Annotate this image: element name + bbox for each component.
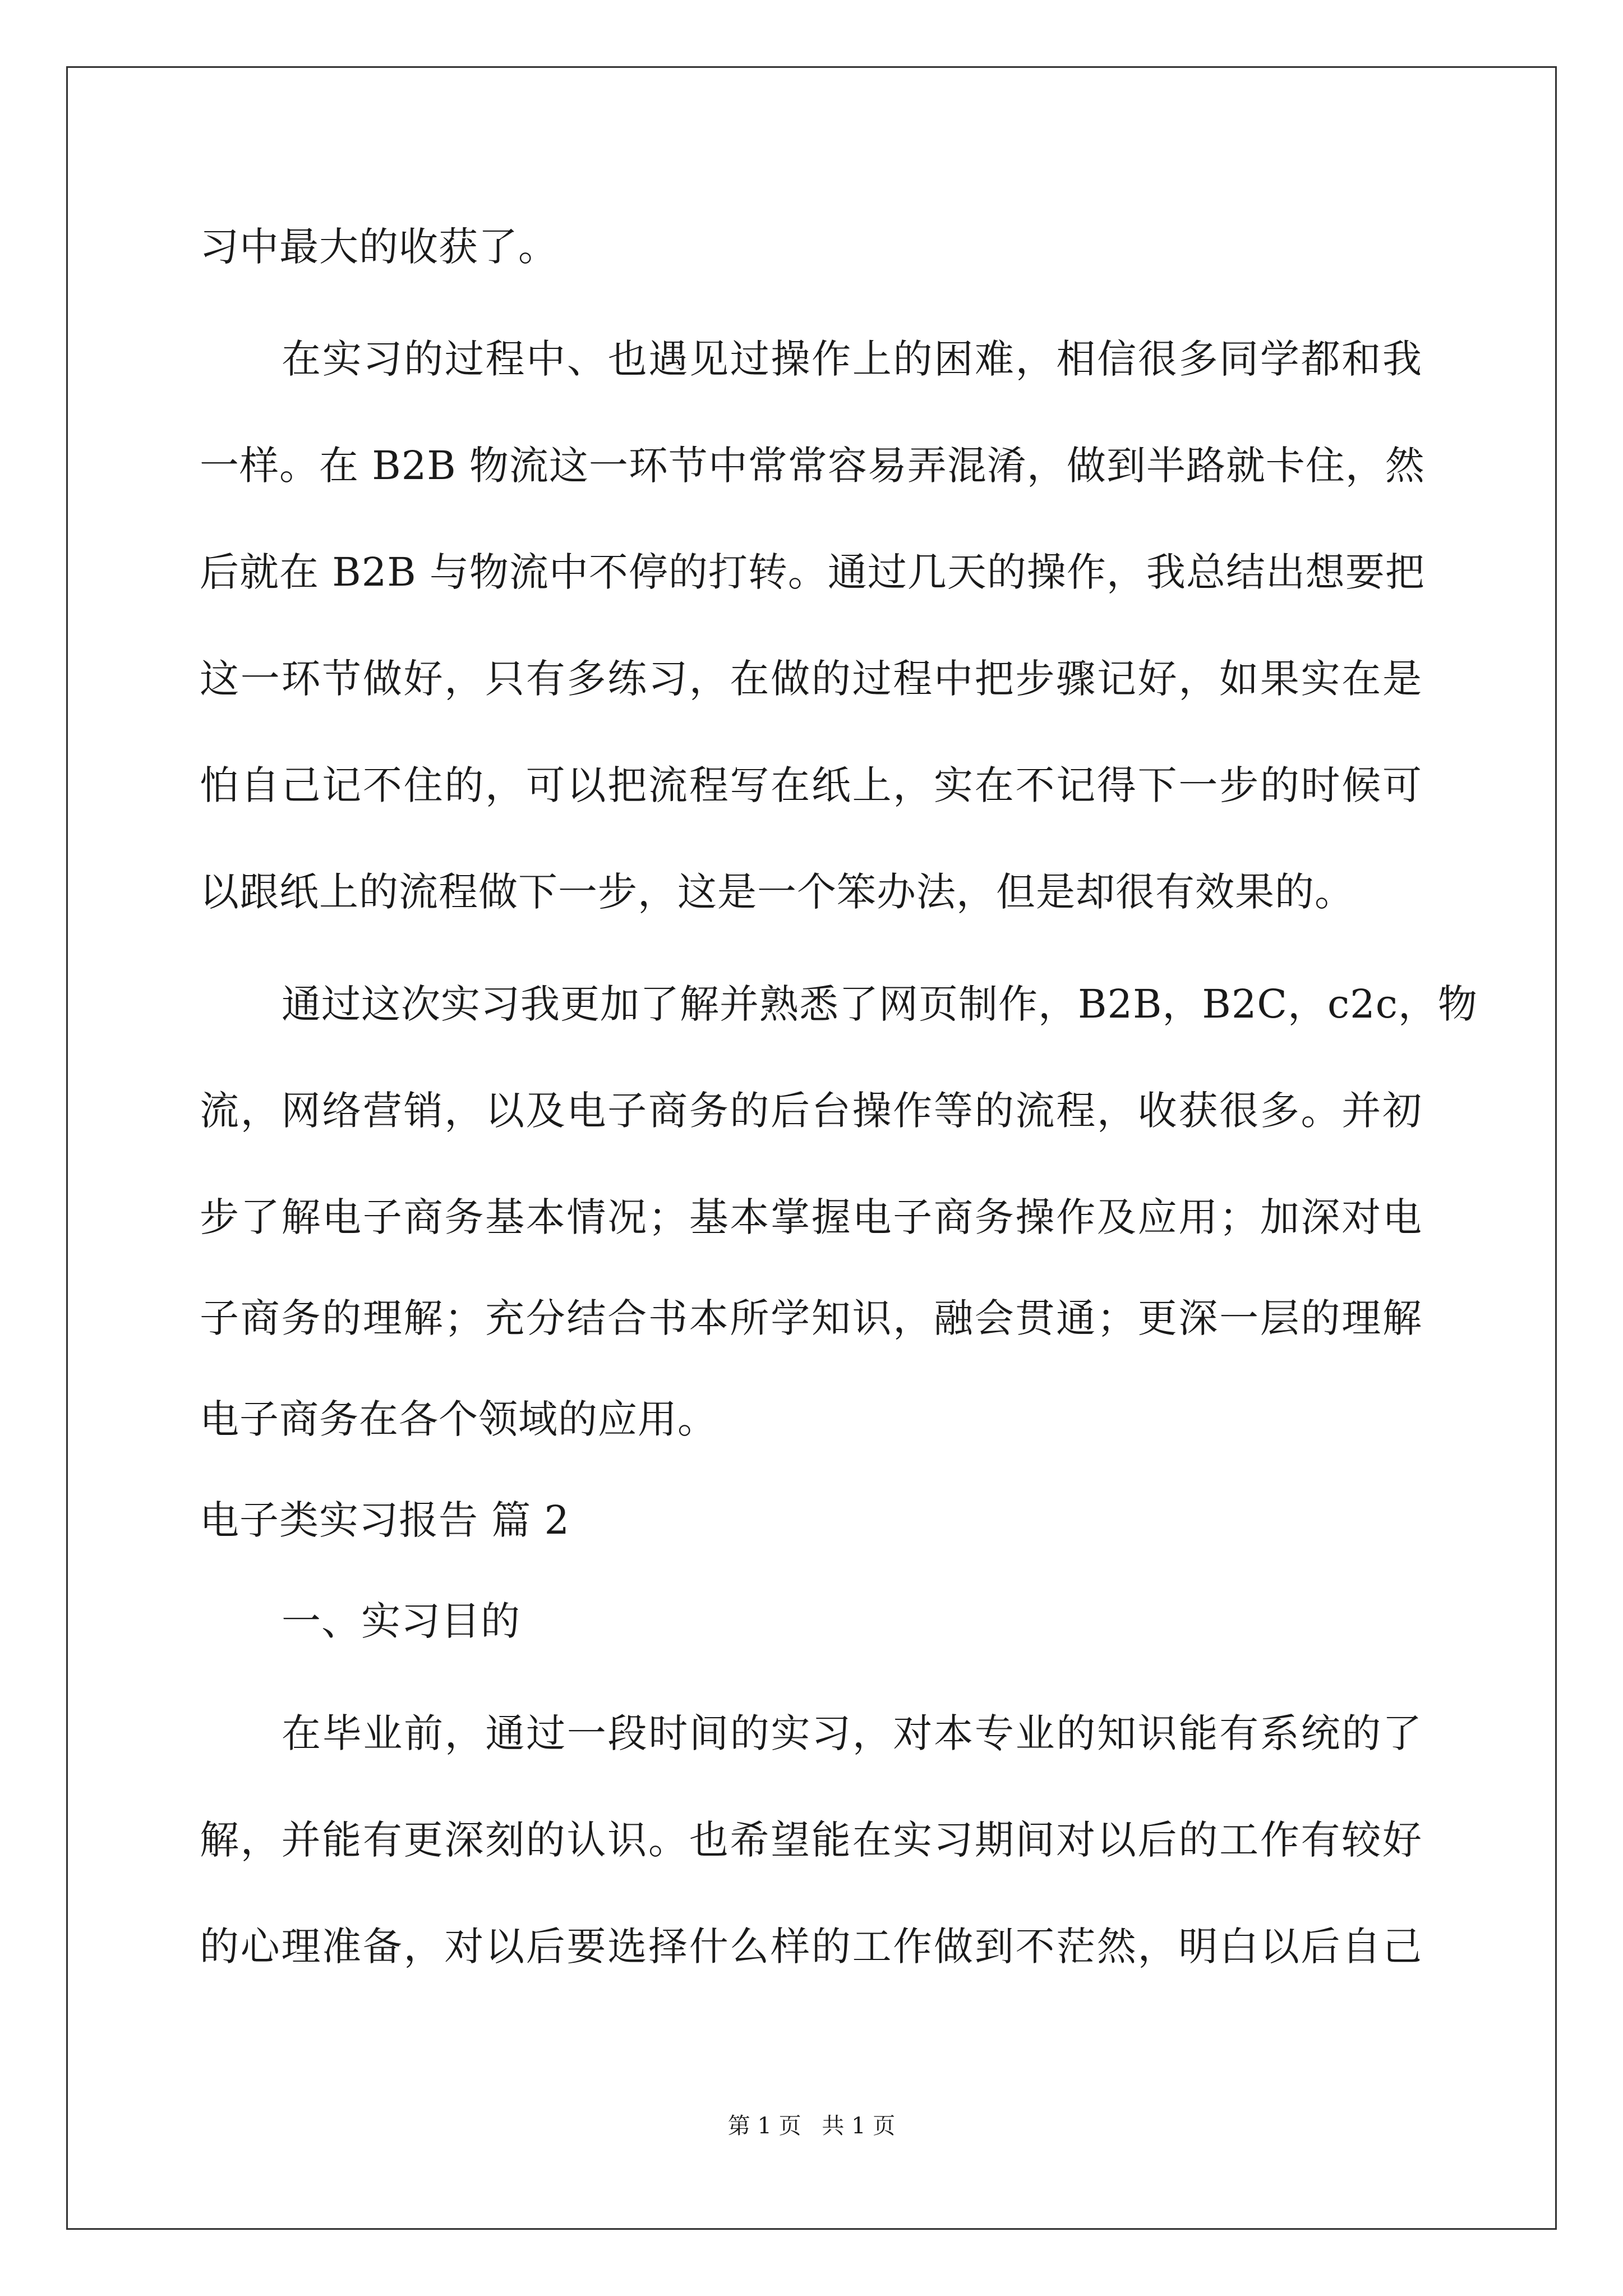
- paragraph-line: 在毕业前，通过一段时间的实习，对本专业的知识能有系统的了: [282, 1710, 1422, 1756]
- paragraph-line: 的心理准备，对以后要选择什么样的工作做到不茫然，明白以后自己: [200, 1924, 1422, 1970]
- paragraph-line: 习中最大的收获了。: [200, 224, 558, 270]
- paragraph-line: 这一环节做好，只有多练习，在做的过程中把步骤记好，如果实在是: [200, 656, 1422, 702]
- paragraph-line: 一样。在 B2B 物流这一环节中常常容易弄混淆，做到半路就卡住，然: [200, 443, 1425, 489]
- paragraph-line: 以跟纸上的流程做下一步，这是一个笨办法，但是却很有效果的。: [200, 869, 1354, 915]
- subsection-heading: 一、实习目的: [282, 1598, 520, 1644]
- page-number: 第 1 页: [727, 2113, 801, 2139]
- paragraph-line: 子商务的理解；充分结合书本所学知识，融会贯通；更深一层的理解: [200, 1295, 1422, 1341]
- paragraph-line: 解，并能有更深刻的认识。也希望能在实习期间对以后的工作有较好: [200, 1817, 1422, 1863]
- page-total: 共 1 页: [822, 2113, 896, 2139]
- paragraph-line: 步了解电子商务基本情况；基本掌握电子商务操作及应用；加深对电: [200, 1194, 1422, 1240]
- paragraph-line: 怕自己记不住的，可以把流程写在纸上，实在不记得下一步的时候可: [200, 762, 1422, 808]
- paragraph-line: 流，网络营销，以及电子商务的后台操作等的流程，收获很多。并初: [200, 1088, 1422, 1134]
- page-footer: [0, 2109, 1623, 2143]
- paragraph-line: 在实习的过程中、也遇见过操作上的困难，相信很多同学都和我: [282, 336, 1422, 382]
- paragraph-line: 电子商务在各个领域的应用。: [200, 1396, 717, 1442]
- section-heading: 电子类实习报告 篇 2: [200, 1497, 570, 1543]
- paragraph-line: 通过这次实习我更加了解并熟悉了网页制作，B2B，B2C，c2c，物: [282, 981, 1478, 1027]
- paragraph-line: 后就在 B2B 与物流中不停的打转。通过几天的操作，我总结出想要把: [200, 549, 1425, 595]
